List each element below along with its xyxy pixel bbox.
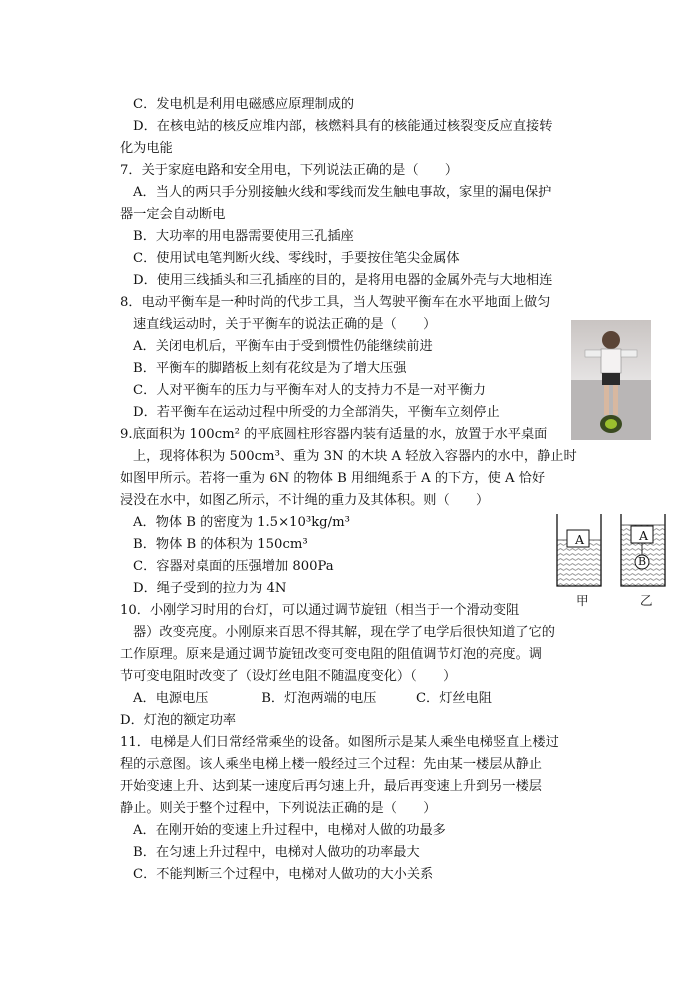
text-line: 浸没在水中，如图乙所示，不计绳的重力及其体积。则（ ） bbox=[120, 493, 490, 508]
text-line: 器一定会自动断电 bbox=[120, 207, 226, 222]
text-line: A．当人的两只手分别接触火线和零线而发生触电事故，家里的漏电保护 bbox=[133, 185, 552, 200]
text-line: D．灯泡的额定功率 bbox=[120, 713, 237, 728]
text-line: C．不能判断三个过程中，电梯对人做功的大小关系 bbox=[133, 867, 434, 882]
container-figure bbox=[553, 512, 675, 612]
text-line: 工作原理。原来是通过调节旋钮改变可变电阻的阻值调节灯泡的亮度。调 bbox=[120, 647, 542, 662]
text-line: A．电源电压 B．灯泡两端的电压 C．灯丝电阻 bbox=[133, 691, 492, 706]
caption-yi: 乙 bbox=[640, 593, 653, 608]
text-line: A．在刚开始的变速上升过程中，电梯对人做的功最多 bbox=[133, 823, 446, 838]
text-line: C．人对平衡车的压力与平衡车对人的支持力不是一对平衡力 bbox=[133, 383, 486, 398]
text-line: C．使用试电笔判断火线、零线时，手要按住笔尖金属体 bbox=[133, 251, 460, 266]
text-line: D．绳子受到的拉力为 4N bbox=[133, 581, 287, 596]
text-line: B．平衡车的脚踏板上刻有花纹是为了增大压强 bbox=[133, 361, 407, 376]
text-line: 如图甲所示。若将一重为 6N 的物体 B 用细绳系于 A 的下方，使 A 恰好 bbox=[120, 471, 546, 486]
text-line: 11．电梯是人们日常经常乘坐的设备。如图所示是某人乘坐电梯竖直上楼过 bbox=[120, 735, 559, 750]
text-line: 速直线运动时，关于平衡车的说法正确的是（ ） bbox=[133, 317, 437, 332]
object-b-label: B bbox=[638, 555, 647, 568]
text-line: D．若平衡车在运动过程中所受的力全部消失，平衡车立刻停止 bbox=[133, 405, 500, 420]
rider-image bbox=[571, 320, 651, 440]
text-line: B．物体 B 的体积为 150cm³ bbox=[133, 537, 308, 552]
text-line: B．在匀速上升过程中，电梯对人做功的功率最大 bbox=[133, 845, 420, 860]
text-line: 程的示意图。该人乘坐电梯上楼一般经过三个过程：先由某一楼层从静止 bbox=[120, 757, 542, 772]
text-line: 开始变速上升、达到某一速度后再匀速上升，最后再变速上升到另一楼层 bbox=[120, 779, 542, 794]
text-line: 9.底面积为 100cm² 的平底圆柱形容器内装有适量的水，放置于水平桌面 bbox=[120, 427, 548, 442]
container-diagram bbox=[553, 512, 675, 590]
text-line: A．物体 B 的密度为 1.5×10³kg/m³ bbox=[133, 515, 350, 530]
text-line: 化为电能 bbox=[120, 141, 173, 156]
balance-car-photo bbox=[571, 320, 651, 440]
caption-jia: 甲 bbox=[576, 593, 589, 608]
block-a-label: A bbox=[575, 532, 585, 547]
text-line: 器）改变亮度。小刚原来百思不得其解，现在学了电学后很快知道了它的 bbox=[133, 625, 555, 640]
text-line: 节可变电阻时改变了（设灯丝电阻不随温度变化）（ ） bbox=[120, 669, 457, 684]
text-line: C．发电机是利用电磁感应原理制成的 bbox=[133, 97, 355, 112]
text-line: 静止。则关于整个过程中，下列说法正确的是（ ） bbox=[120, 801, 437, 816]
text-line: C．容器对桌面的压强增加 800Pa bbox=[133, 559, 334, 574]
text-line: 8．电动平衡车是一种时尚的代步工具，当人驾驶平衡车在水平地面上做匀 bbox=[120, 295, 551, 310]
text-line: A．关闭电机后，平衡车由于受到惯性仍能继续前进 bbox=[133, 339, 433, 354]
block-a-label-right: A bbox=[639, 528, 649, 543]
text-line: 7．关于家庭电路和安全用电，下列说法正确的是（ ） bbox=[120, 163, 459, 178]
text-line: D．在核电站的核反应堆内部，核燃料具有的核能通过核裂变反应直接转 bbox=[133, 119, 553, 134]
text-line: 上，现将体积为 500cm³、重为 3N 的木块 A 轻放入容器内的水中，静止时 bbox=[133, 449, 577, 464]
text-line: D．使用三线插头和三孔插座的目的，是将用电器的金属外壳与大地相连 bbox=[133, 273, 553, 288]
text-line: B．大功率的用电器需要使用三孔插座 bbox=[133, 229, 354, 244]
text-line: 10．小刚学习时用的台灯，可以通过调节旋钮（相当于一个滑动变阻 bbox=[120, 603, 520, 618]
